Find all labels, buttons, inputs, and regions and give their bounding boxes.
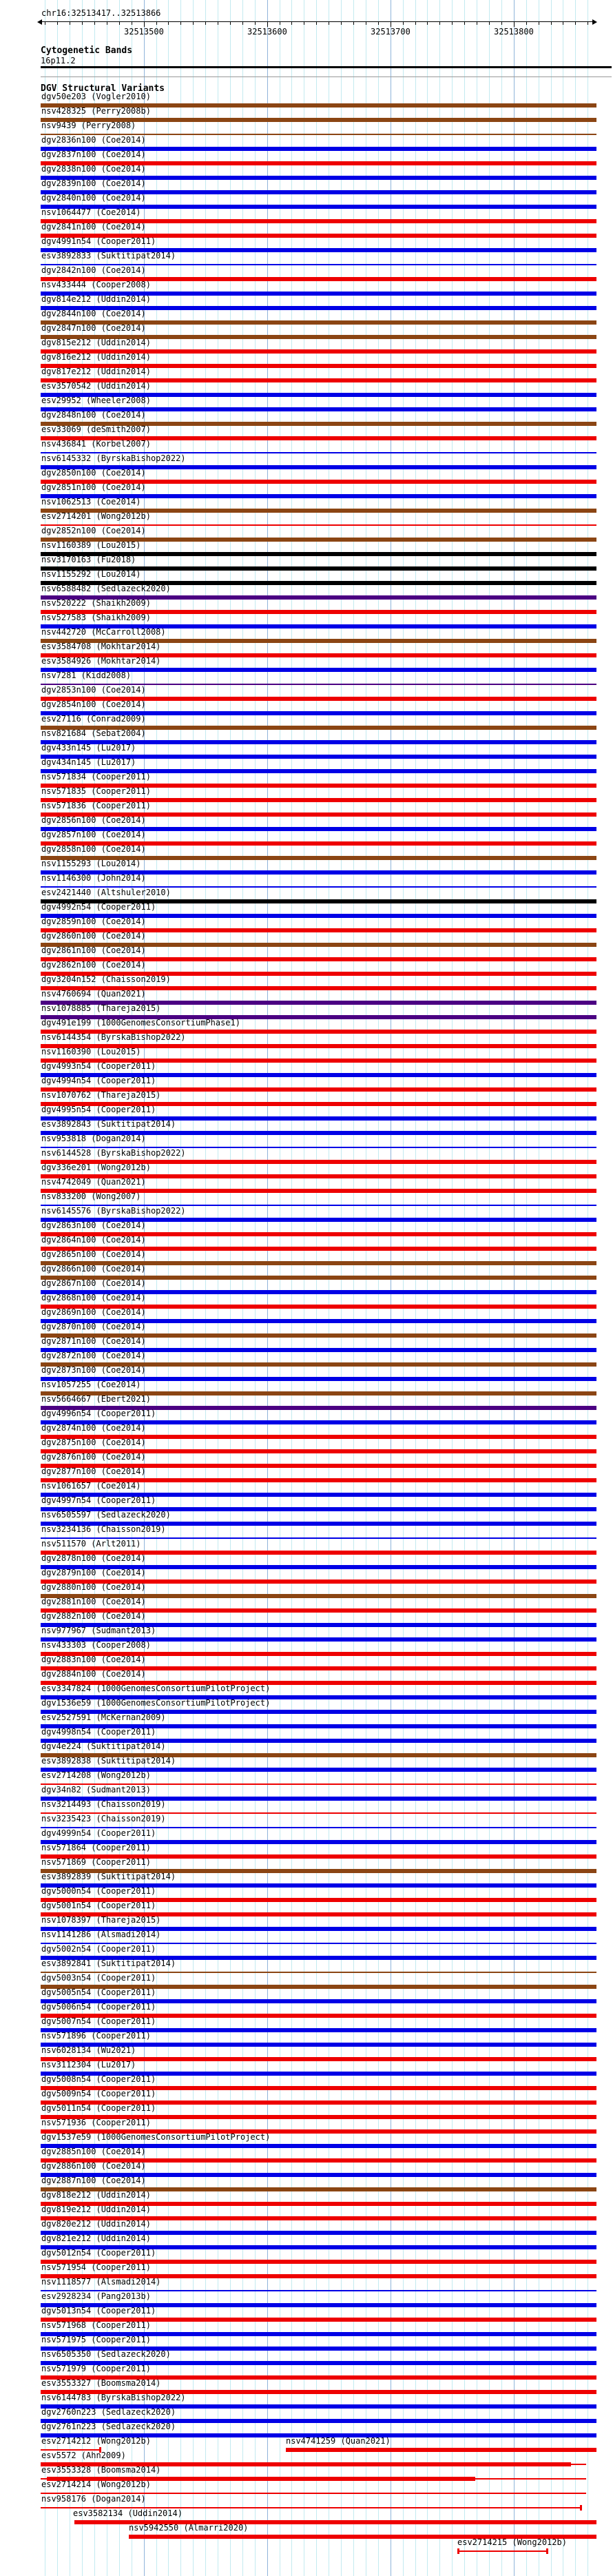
variant-label[interactable]: dgv2860n100 (Coe2014) bbox=[41, 931, 146, 941]
variant-label[interactable]: dgv1536e59 (1000GenomesConsortiumPilotProject) bbox=[41, 1698, 271, 1708]
variant-label[interactable]: nsv958176 (Dogan2014) bbox=[41, 2494, 146, 2504]
variant-label[interactable]: nsv1078885 (Thareja2015) bbox=[41, 1003, 161, 1013]
variant-label[interactable]: nsv520222 (Shaikh2009) bbox=[41, 598, 151, 608]
variant-label[interactable]: nsv433303 (Cooper2008) bbox=[41, 1640, 151, 1650]
variant-label[interactable]: dgv2863n100 (Coe2014) bbox=[41, 1220, 146, 1230]
variant-label[interactable]: dgv2867n100 (Coe2014) bbox=[41, 1278, 146, 1288]
variant-label[interactable]: nsv833200 (Wong2007) bbox=[41, 1192, 141, 1201]
ruler-tick-minor bbox=[551, 21, 552, 25]
variant-label[interactable]: dgv5003n54 (Cooper2011) bbox=[41, 1973, 156, 1983]
ruler-tick-label: 32513800 bbox=[494, 27, 534, 37]
variant-label[interactable]: esv3892841 (Suktitipat2014) bbox=[41, 1959, 176, 1968]
variant-label[interactable]: nsv953818 (Dogan2014) bbox=[41, 1134, 146, 1143]
variant-label[interactable]: nsv6144354 (ByrskaBishop2022) bbox=[41, 1032, 186, 1042]
ruler-tick-minor bbox=[242, 21, 243, 25]
variant-label[interactable]: nsv6144528 (ByrskaBishop2022) bbox=[41, 1148, 186, 1158]
variant-label[interactable]: esv2421440 (Altshuler2010) bbox=[41, 888, 171, 897]
ruler-tick-minor bbox=[341, 21, 342, 25]
variant-label[interactable]: nsv436841 (Korbel2007) bbox=[41, 439, 151, 449]
variant-label[interactable]: dgv816e212 (Uddin2014) bbox=[41, 352, 151, 362]
ruler-tick-minor bbox=[575, 21, 576, 25]
variant-label[interactable]: nsv1160389 (Lou2015) bbox=[41, 540, 141, 550]
ruler-tick-minor bbox=[378, 21, 379, 25]
variant-label[interactable]: dgv2886n100 (Coe2014) bbox=[41, 2161, 146, 2171]
variant-label[interactable]: nsv442720 (McCarroll2008) bbox=[41, 627, 166, 637]
variant-label[interactable]: dgv817e212 (Uddin2014) bbox=[41, 367, 151, 376]
cytoband-track-title: Cytogenetic Bands bbox=[41, 45, 133, 56]
ruler-tick-minor bbox=[316, 21, 317, 25]
variant-bar-left-cap bbox=[457, 2548, 459, 2554]
variant-label[interactable]: dgv336e201 (Wong2012b) bbox=[41, 1163, 151, 1172]
variant-label[interactable]: dgv2852n100 (Coe2014) bbox=[41, 526, 146, 535]
ruler-tick-minor bbox=[82, 21, 83, 25]
variant-label[interactable]: dgv2869n100 (Coe2014) bbox=[41, 1307, 146, 1317]
variant-label[interactable]: dgv50e203 (Vogler2010) bbox=[41, 92, 151, 101]
variant-label[interactable]: dgv2866n100 (Coe2014) bbox=[41, 1264, 146, 1274]
variant-label[interactable]: esv3582134 (Uddin2014) bbox=[73, 2508, 183, 2518]
variant-label[interactable]: nsv1118577 (Alsmadi2014) bbox=[41, 2277, 161, 2287]
variant-label[interactable]: esv3892833 (Suktitipat2014) bbox=[41, 251, 176, 260]
variant-label[interactable]: dgv5001n54 (Cooper2011) bbox=[41, 1901, 156, 1910]
variant-label[interactable]: nsv433444 (Cooper2008) bbox=[41, 280, 151, 289]
variant-label[interactable]: nsv977967 (Sudmant2013) bbox=[41, 1626, 156, 1635]
variant-label[interactable]: esv3892838 (Suktitipat2014) bbox=[41, 1756, 176, 1766]
ruler-tick-minor bbox=[119, 21, 120, 25]
variant-label[interactable]: dgv820e212 (Uddin2014) bbox=[41, 2219, 151, 2229]
variant-label[interactable]: dgv2844n100 (Coe2014) bbox=[41, 309, 146, 318]
variant-label[interactable]: esv2714201 (Wong2012b) bbox=[41, 511, 151, 521]
variant-label[interactable]: esv2928234 (Pang2013b) bbox=[41, 2291, 151, 2301]
variant-label[interactable]: dgv2880n100 (Coe2014) bbox=[41, 1582, 146, 1592]
variant-label[interactable]: nsv5664667 (Ebert2021) bbox=[41, 1394, 151, 1404]
ruler-tick-minor bbox=[94, 21, 95, 25]
ruler-tick-minor bbox=[427, 21, 428, 25]
variant-label[interactable]: nsv571975 (Cooper2011) bbox=[41, 2335, 151, 2344]
variant-label[interactable]: dgv2861n100 (Coe2014) bbox=[41, 945, 146, 955]
variant-label[interactable]: dgv4991n54 (Cooper2011) bbox=[41, 236, 156, 246]
variant-bar[interactable] bbox=[457, 2551, 548, 2552]
variant-label[interactable]: dgv34n82 (Sudmant2013) bbox=[41, 1785, 151, 1795]
variant-label[interactable]: nsv1062513 (Coe2014) bbox=[41, 497, 141, 507]
ruler-right-arrow bbox=[592, 19, 597, 25]
variant-label[interactable]: dgv2865n100 (Coe2014) bbox=[41, 1249, 146, 1259]
cytoband-label: 16p11.2 bbox=[41, 56, 76, 65]
variant-label[interactable]: dgv2858n100 (Coe2014) bbox=[41, 844, 146, 854]
variant-label[interactable]: dgv2842n100 (Coe2014) bbox=[41, 265, 146, 275]
track-separator bbox=[41, 76, 612, 77]
variant-label[interactable]: dgv2856n100 (Coe2014) bbox=[41, 815, 146, 825]
variant-label[interactable]: nsv7281 (Kidd2008) bbox=[41, 671, 132, 680]
ruler-tick-minor bbox=[353, 21, 354, 25]
variant-bar-right-cap bbox=[580, 2505, 582, 2511]
variant-label[interactable]: dgv4997n54 (Cooper2011) bbox=[41, 1495, 156, 1505]
variant-label[interactable]: nsv5942550 (Almarri2020) bbox=[129, 2523, 249, 2533]
variant-label[interactable]: dgv491e199 (1000GenomesConsortiumPhase1) bbox=[41, 1018, 240, 1028]
variant-label[interactable]: nsv571869 (Cooper2011) bbox=[41, 1857, 151, 1867]
variant-label[interactable]: esv3553327 (Boomsma2014) bbox=[41, 2378, 161, 2388]
ruler-tick-major bbox=[514, 21, 515, 27]
ruler-tick-minor bbox=[403, 21, 404, 25]
variant-label[interactable]: esv2527591 (McKernan2009) bbox=[41, 1713, 166, 1722]
variant-label[interactable]: dgv434n145 (Lu2017) bbox=[41, 757, 136, 767]
variant-bar-right-cap bbox=[546, 2548, 548, 2554]
variant-label[interactable]: dgv2887n100 (Coe2014) bbox=[41, 2176, 146, 2185]
variant-label[interactable]: dgv2870n100 (Coe2014) bbox=[41, 1322, 146, 1331]
variant-label[interactable]: nsv1155293 (Lou2014) bbox=[41, 859, 141, 868]
variant-label[interactable]: dgv2854n100 (Coe2014) bbox=[41, 699, 146, 709]
variant-label[interactable]: dgv433n145 (Lu2017) bbox=[41, 743, 136, 753]
ruler-tick-label: 32513700 bbox=[371, 27, 411, 37]
variant-label[interactable]: dgv2871n100 (Coe2014) bbox=[41, 1336, 146, 1346]
variant-label[interactable]: nsv6588482 (Sedlazeck2020) bbox=[41, 584, 171, 593]
variant-label[interactable]: nsv9439 (Perry2008) bbox=[41, 121, 136, 130]
variant-label[interactable]: nsv511570 (Arlt2011) bbox=[41, 1539, 141, 1548]
ruler-tick-minor bbox=[452, 21, 453, 25]
variant-label[interactable]: dgv2883n100 (Coe2014) bbox=[41, 1655, 146, 1664]
variant-label[interactable]: nsv1061657 (Coe2014) bbox=[41, 1481, 141, 1491]
cytoband-bar[interactable] bbox=[41, 66, 612, 68]
variant-label[interactable]: nsv571968 (Cooper2011) bbox=[41, 2320, 151, 2330]
variant-label[interactable]: dgv2838n100 (Coe2014) bbox=[41, 164, 146, 174]
variant-label[interactable]: dgv4992n54 (Cooper2011) bbox=[41, 902, 156, 912]
variant-label[interactable]: dgv814e212 (Uddin2014) bbox=[41, 294, 151, 304]
ruler-tick-label: 32513500 bbox=[124, 27, 164, 37]
variant-label[interactable]: nsv571896 (Cooper2011) bbox=[41, 2031, 151, 2041]
variant-label[interactable]: dgv2868n100 (Coe2014) bbox=[41, 1293, 146, 1302]
variant-label[interactable]: esv3570542 (Uddin2014) bbox=[41, 381, 151, 391]
variant-label[interactable]: nsv6145332 (ByrskaBishop2022) bbox=[41, 453, 186, 463]
ruler-tick-minor bbox=[489, 21, 490, 25]
variant-label[interactable]: nsv6505350 (Sedlazeck2020) bbox=[41, 2349, 171, 2359]
ruler-tick-minor bbox=[156, 21, 157, 25]
variant-label[interactable]: dgv2881n100 (Coe2014) bbox=[41, 1597, 146, 1606]
variant-label[interactable]: nsv571834 (Cooper2011) bbox=[41, 772, 151, 781]
variant-label[interactable]: dgv2851n100 (Coe2014) bbox=[41, 482, 146, 492]
ruler-tick-major bbox=[267, 21, 268, 27]
variant-label[interactable]: dgv2848n100 (Coe2014) bbox=[41, 410, 146, 420]
variant-label[interactable]: dgv4993n54 (Cooper2011) bbox=[41, 1061, 156, 1071]
variant-label[interactable]: dgv2850n100 (Coe2014) bbox=[41, 468, 146, 478]
variant-label[interactable]: nsv1155292 (Lou2014) bbox=[41, 569, 141, 579]
variant-label[interactable]: dgv3204n152 (Chaisson2019) bbox=[41, 974, 171, 984]
variant-label[interactable]: esv3347824 (1000GenomesConsortiumPilotProject) bbox=[41, 1684, 271, 1693]
variant-label[interactable]: nsv3112304 (Lu2017) bbox=[41, 2060, 136, 2069]
ruler-line bbox=[41, 21, 592, 22]
variant-label[interactable]: esv2714214 (Wong2012b) bbox=[41, 2480, 151, 2489]
variant-label[interactable]: nsv3234136 (Chaisson2019) bbox=[41, 1524, 166, 1534]
variant-label[interactable]: dgv2840n100 (Coe2014) bbox=[41, 193, 146, 203]
variant-label[interactable]: nsv571864 (Cooper2011) bbox=[41, 1843, 151, 1852]
variant-label[interactable]: dgv5012n54 (Cooper2011) bbox=[41, 2248, 156, 2258]
variant-label[interactable]: esv3584926 (Mokhtar2014) bbox=[41, 656, 161, 666]
variant-label[interactable]: dgv2761n223 (Sedlazeck2020) bbox=[41, 2422, 176, 2431]
variant-label[interactable]: dgv4996n54 (Cooper2011) bbox=[41, 1409, 156, 1418]
variant-label[interactable]: dgv5000n54 (Cooper2011) bbox=[41, 1886, 156, 1896]
variant-label[interactable]: nsv6144783 (ByrskaBishop2022) bbox=[41, 2393, 186, 2402]
variant-label[interactable]: dgv5011n54 (Cooper2011) bbox=[41, 2103, 156, 2113]
variant-label[interactable]: dgv2836n100 (Coe2014) bbox=[41, 135, 146, 145]
variant-label[interactable]: dgv2877n100 (Coe2014) bbox=[41, 1466, 146, 1476]
dgv-track-title: DGV Structural Variants bbox=[41, 83, 165, 94]
variant-label[interactable]: nsv571936 (Cooper2011) bbox=[41, 2118, 151, 2127]
ruler-tick-minor bbox=[415, 21, 416, 25]
variant-label[interactable]: esv29952 (Wheeler2008) bbox=[41, 396, 151, 405]
variant-label[interactable]: dgv4994n54 (Cooper2011) bbox=[41, 1076, 156, 1085]
ruler-tick-minor bbox=[255, 21, 256, 25]
ruler-left-arrow bbox=[37, 19, 42, 25]
variant-label[interactable]: nsv1070762 (Thareja2015) bbox=[41, 1090, 161, 1100]
variant-label[interactable]: dgv2879n100 (Coe2014) bbox=[41, 1568, 146, 1577]
ruler-tick-minor bbox=[439, 21, 440, 25]
variant-label[interactable]: dgv2872n100 (Coe2014) bbox=[41, 1351, 146, 1360]
ruler-tick-minor bbox=[180, 21, 181, 25]
variant-label[interactable]: esv3892839 (Suktitipat2014) bbox=[41, 1872, 176, 1881]
variant-label[interactable]: dgv2873n100 (Coe2014) bbox=[41, 1365, 146, 1375]
variant-label[interactable]: dgv819e212 (Uddin2014) bbox=[41, 2205, 151, 2214]
ruler-tick-minor bbox=[291, 21, 292, 25]
variant-label[interactable]: dgv2882n100 (Coe2014) bbox=[41, 1611, 146, 1621]
variant-label[interactable]: dgv5002n54 (Cooper2011) bbox=[41, 1944, 156, 1954]
ruler-tick-minor bbox=[168, 21, 169, 25]
variant-label[interactable]: nsv4760694 (Quan2021) bbox=[41, 989, 146, 999]
variant-label[interactable]: nsv571979 (Cooper2011) bbox=[41, 2364, 151, 2373]
ruler-tick-major bbox=[144, 21, 145, 27]
variant-label[interactable]: dgv4999n54 (Cooper2011) bbox=[41, 1828, 156, 1838]
ruler-tick-minor bbox=[526, 21, 527, 25]
variant-label[interactable]: dgv5006n54 (Cooper2011) bbox=[41, 2002, 156, 2012]
ruler-tick-minor bbox=[193, 21, 194, 25]
variant-label[interactable]: esv33069 (deSmith2007) bbox=[41, 425, 151, 434]
variant-label[interactable]: nsv6505597 (Sedlazeck2020) bbox=[41, 1510, 171, 1520]
variant-label[interactable]: dgv2847n100 (Coe2014) bbox=[41, 323, 146, 333]
variant-label[interactable]: nsv527583 (Shaikh2009) bbox=[41, 613, 151, 622]
variant-label[interactable]: dgv2839n100 (Coe2014) bbox=[41, 178, 146, 188]
variant-label[interactable]: nsv1160390 (Lou2015) bbox=[41, 1047, 141, 1056]
variant-label[interactable]: nsv571836 (Cooper2011) bbox=[41, 801, 151, 810]
variant-label[interactable]: nsv1146300 (John2014) bbox=[41, 873, 146, 883]
variant-label[interactable]: esv27116 (Conrad2009) bbox=[41, 714, 146, 724]
variant-label[interactable]: nsv1078397 (Thareja2015) bbox=[41, 1915, 161, 1925]
variant-label[interactable]: nsv4741259 (Quan2021) bbox=[286, 2436, 391, 2446]
variant-label[interactable]: dgv2885n100 (Coe2014) bbox=[41, 2147, 146, 2156]
variant-label[interactable]: dgv2878n100 (Coe2014) bbox=[41, 1553, 146, 1563]
variant-label[interactable]: dgv2853n100 (Coe2014) bbox=[41, 685, 146, 695]
variant-label[interactable]: nsv571954 (Cooper2011) bbox=[41, 2262, 151, 2272]
variant-label[interactable]: dgv818e212 (Uddin2014) bbox=[41, 2190, 151, 2200]
variant-label[interactable]: dgv5007n54 (Cooper2011) bbox=[41, 2016, 156, 2026]
variant-label[interactable]: dgv4e224 (Suktitipat2014) bbox=[41, 1741, 166, 1751]
variant-label[interactable]: nsv428325 (Perry2008b) bbox=[41, 106, 151, 116]
variant-label[interactable]: dgv5013n54 (Cooper2011) bbox=[41, 2306, 156, 2316]
ruler-tick-minor bbox=[205, 21, 206, 25]
variant-label[interactable]: dgv2760n223 (Sedlazeck2020) bbox=[41, 2407, 176, 2417]
variant-label[interactable]: nsv1057255 (Coe2014) bbox=[41, 1380, 141, 1389]
ruler-tick-label: 32513600 bbox=[247, 27, 287, 37]
variant-label[interactable]: dgv4998n54 (Cooper2011) bbox=[41, 1727, 156, 1737]
variant-bar[interactable] bbox=[286, 2448, 596, 2452]
ruler-tick-minor bbox=[57, 21, 58, 25]
variant-label[interactable]: dgv815e212 (Uddin2014) bbox=[41, 338, 151, 347]
variant-label[interactable]: dgv5009n54 (Cooper2011) bbox=[41, 2089, 156, 2098]
variant-label[interactable]: dgv2837n100 (Coe2014) bbox=[41, 150, 146, 159]
variant-label[interactable]: esv5572 (Ahn2009) bbox=[41, 2451, 126, 2460]
variant-label[interactable]: dgv4995n54 (Cooper2011) bbox=[41, 1105, 156, 1114]
variant-label[interactable]: dgv1537e59 (1000GenomesConsortiumPilotProject) bbox=[41, 2132, 271, 2142]
variant-label[interactable]: nsv3214493 (Chaisson2019) bbox=[41, 1799, 166, 1809]
variant-label[interactable]: nsv1141286 (Alsmadi2014) bbox=[41, 1930, 161, 1939]
variant-label[interactable]: nsv1064477 (Coe2014) bbox=[41, 207, 141, 217]
ruler-tick-minor bbox=[464, 21, 465, 25]
variant-label[interactable]: esv2714215 (Wong2012b) bbox=[457, 2537, 567, 2547]
variant-label[interactable]: dgv2864n100 (Coe2014) bbox=[41, 1235, 146, 1245]
variant-label[interactable]: nsv3170163 (Fu2018) bbox=[41, 555, 136, 564]
variant-label[interactable]: nsv571835 (Cooper2011) bbox=[41, 786, 151, 796]
variant-label[interactable]: esv2714212 (Wong2012b) bbox=[41, 2436, 151, 2446]
variant-label[interactable]: dgv5005n54 (Cooper2011) bbox=[41, 1987, 156, 1997]
variant-label[interactable]: dgv2841n100 (Coe2014) bbox=[41, 222, 146, 232]
variant-label[interactable]: dgv5008n54 (Cooper2011) bbox=[41, 2074, 156, 2084]
variant-label[interactable]: esv2714208 (Wong2012b) bbox=[41, 1770, 151, 1780]
variant-label[interactable]: nsv6028134 (Wu2021) bbox=[41, 2045, 136, 2055]
variant-label[interactable]: dgv2859n100 (Coe2014) bbox=[41, 917, 146, 926]
variant-label[interactable]: esv3553328 (Boomsma2014) bbox=[41, 2465, 161, 2475]
variant-label[interactable]: dgv2884n100 (Coe2014) bbox=[41, 1669, 146, 1679]
variant-label[interactable]: dgv2862n100 (Coe2014) bbox=[41, 960, 146, 970]
variant-label[interactable]: esv3892843 (Suktitipat2014) bbox=[41, 1119, 176, 1129]
ruler-tick-minor bbox=[501, 21, 502, 25]
variant-label[interactable]: dgv2857n100 (Coe2014) bbox=[41, 830, 146, 839]
variant-label[interactable]: nsv4742049 (Quan2021) bbox=[41, 1177, 146, 1187]
ruler-tick-minor bbox=[230, 21, 231, 25]
region-title: chr16:32513417..32513866 bbox=[41, 8, 161, 18]
variant-label[interactable]: nsv821684 (Sebat2004) bbox=[41, 728, 146, 738]
variant-label[interactable]: nsv6145576 (ByrskaBishop2022) bbox=[41, 1206, 186, 1216]
variant-label[interactable]: esv3584708 (Mokhtar2014) bbox=[41, 642, 161, 651]
variant-label[interactable]: dgv821e212 (Uddin2014) bbox=[41, 2233, 151, 2243]
variant-label[interactable]: dgv2876n100 (Coe2014) bbox=[41, 1452, 146, 1462]
variant-label[interactable]: dgv2875n100 (Coe2014) bbox=[41, 1438, 146, 1447]
variant-label[interactable]: dgv2874n100 (Coe2014) bbox=[41, 1423, 146, 1433]
variant-label[interactable]: nsv3235423 (Chaisson2019) bbox=[41, 1814, 166, 1823]
